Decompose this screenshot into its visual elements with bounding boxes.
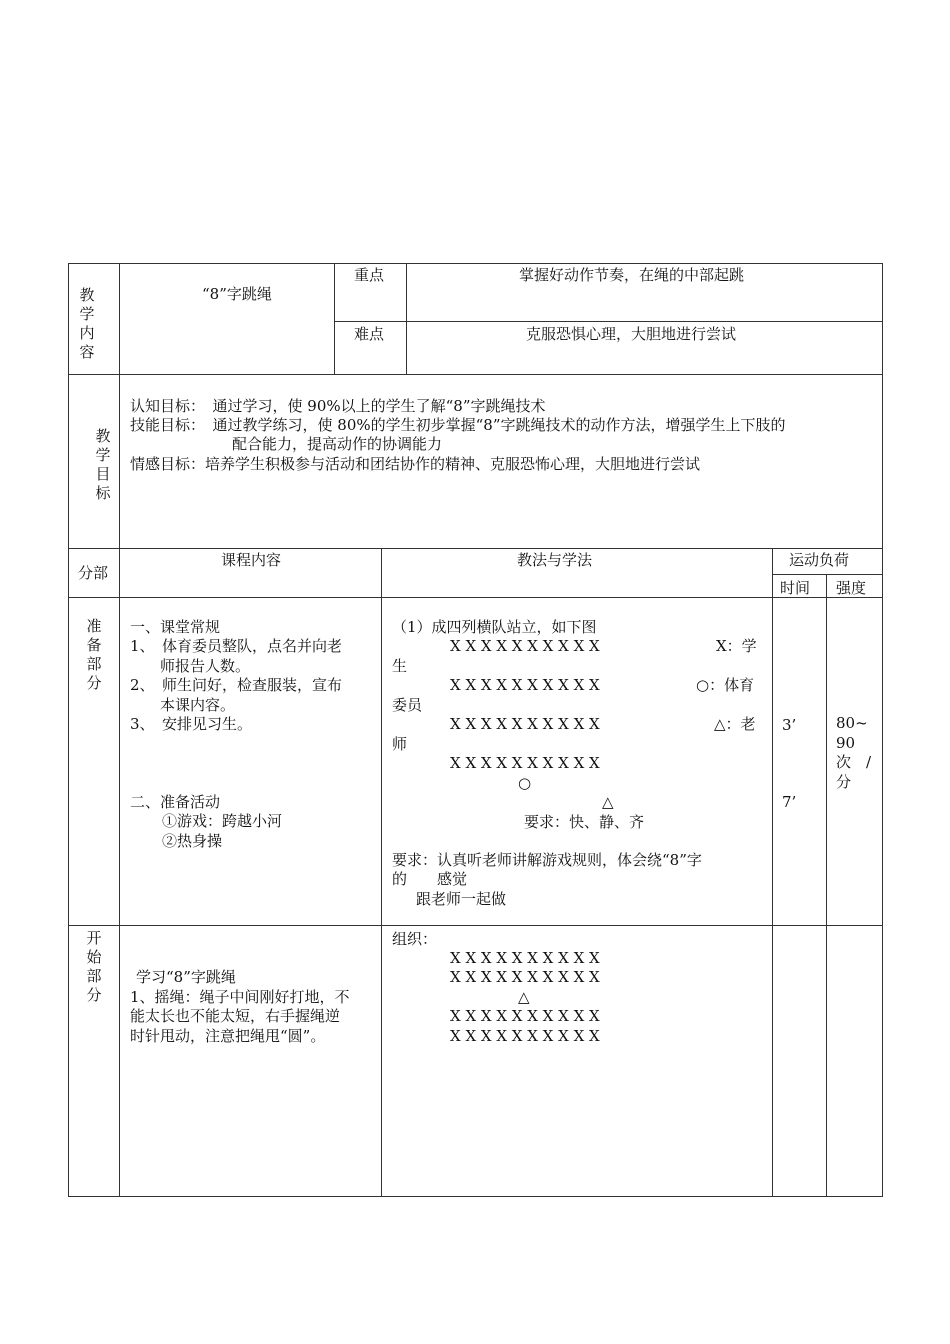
grid-h-block2 xyxy=(68,548,883,549)
prep-content-line: 本课内容。 xyxy=(130,696,236,714)
formation-row: X X X X X X X X X X xyxy=(450,754,600,772)
topic-title: “8”字跳绳 xyxy=(202,285,272,303)
col-section: 分部 xyxy=(78,564,109,582)
prep-intensity: 80~ xyxy=(836,714,868,732)
table-left-border xyxy=(68,263,69,1197)
start-content-line: 1、摇绳：绳子中间刚好打地，不 xyxy=(130,988,350,1006)
goal-cognitive: 认知目标： 通过学习，使 90%以上的学生了解“8”字跳绳技术 xyxy=(130,397,546,415)
start-content-line: 时针甩动，注意把绳甩“圆”。 xyxy=(130,1027,326,1045)
prep-content-line: 一、课堂常规 xyxy=(130,618,221,636)
prep-time-2: 7’ xyxy=(782,793,797,811)
prep-requirement: 要求：快、静、齐 xyxy=(524,813,645,831)
grid-v-time xyxy=(826,574,827,1197)
formation-row: X X X X X X X X X X xyxy=(450,968,600,986)
difficulty-label: 难点 xyxy=(354,325,385,343)
goal-skill-line2: 配合能力，提高动作的协调能力 xyxy=(232,435,443,453)
table-bottom-border xyxy=(68,1196,883,1197)
grid-v-topic xyxy=(334,263,335,374)
goal-affective: 情感目标：培养学生积极参与活动和团结协作的精神、克服恐怖心理，大胆地进行尝试 xyxy=(130,455,701,473)
grid-v-method xyxy=(772,548,773,1197)
key-point-text: 掌握好动作节奏，在绳的中部起跳 xyxy=(519,266,745,284)
start-label: 开始部分 xyxy=(86,929,102,1004)
difficulty-text: 克服恐惧心理，大胆地进行尝试 xyxy=(526,325,737,343)
goals-label: 教学目标 xyxy=(95,427,111,502)
grid-h-block1 xyxy=(68,374,883,375)
content-label: 教学内容 xyxy=(79,286,95,361)
prep-time-1: 3’ xyxy=(782,716,797,734)
start-content-line: 能太长也不能太短，右手握绳逆 xyxy=(130,1007,341,1025)
prep-requirement-2: 要求：认真听老师讲解游戏规则，体会绕“8”字 xyxy=(392,851,702,869)
formation-row: X X X X X X X X X X xyxy=(450,676,600,694)
col-time: 时间 xyxy=(780,579,811,597)
grid-h-header xyxy=(68,597,883,598)
formation-row: X X X X X X X X X X xyxy=(450,1007,600,1025)
prep-content-line: 3、 安排见习生。 xyxy=(130,715,253,733)
col-load: 运动负荷 xyxy=(789,551,850,569)
prep-content-line: 二、准备活动 xyxy=(130,793,221,811)
table-right-border xyxy=(882,263,883,1197)
teacher-marker: △ xyxy=(518,988,530,1006)
monitor-marker: ○ xyxy=(518,774,532,792)
col-content: 课程内容 xyxy=(221,551,282,569)
start-content-line: 学习“8”字跳绳 xyxy=(136,968,236,986)
legend-teacher: △：老 xyxy=(714,715,756,733)
formation-row: X X X X X X X X X X xyxy=(450,637,600,655)
prep-requirement-3: 跟老师一起做 xyxy=(416,890,507,908)
legend-monitor-cont: 委员 xyxy=(392,696,423,714)
prep-content-line: 2、 师生问好，检查服装，宣布 xyxy=(130,676,343,694)
teacher-marker: △ xyxy=(602,793,614,811)
formation-row: X X X X X X X X X X xyxy=(450,715,600,733)
key-point-label: 重点 xyxy=(354,266,385,284)
prep-content-line: ②热身操 xyxy=(162,832,223,850)
prep-intensity: 分 xyxy=(836,773,852,791)
legend-student-cont: 生 xyxy=(392,657,408,675)
goal-skill-line1: 技能目标： 通过教学练习，使 80%的学生初步掌握“8”字跳绳技术的动作方法，增强学生上下肢的 xyxy=(130,416,786,434)
prep-method-intro: （1）成四列横队站立，如下图 xyxy=(392,618,597,636)
grid-v-keylabel xyxy=(406,263,407,374)
grid-h-prep xyxy=(68,925,883,926)
table-top-border xyxy=(68,263,883,264)
prep-requirement-2-cont: 的 感觉 xyxy=(392,870,468,888)
formation-row: X X X X X X X X X X xyxy=(450,1027,600,1045)
prep-content-line: ①游戏：跨越小河 xyxy=(162,812,283,830)
prep-content-line: 师报告人数。 xyxy=(130,657,251,675)
grid-h-load xyxy=(772,574,883,575)
prep-intensity: 次 / xyxy=(836,753,872,771)
col-method: 教法与学法 xyxy=(517,551,593,569)
legend-monitor: ○：体育 xyxy=(696,676,755,694)
formation-row: X X X X X X X X X X xyxy=(450,949,600,967)
grid-v-content xyxy=(381,548,382,1197)
prep-label: 准备部分 xyxy=(86,617,102,692)
start-method-intro: 组织： xyxy=(392,930,438,948)
prep-intensity: 90 xyxy=(836,734,856,752)
legend-student: X：学 xyxy=(716,637,757,655)
grid-h-key xyxy=(334,321,883,322)
col-intensity: 强度 xyxy=(836,579,867,597)
grid-v-label xyxy=(119,263,120,1197)
legend-teacher-cont: 师 xyxy=(392,735,408,753)
prep-content-line: 1、 体育委员整队，点名并向老 xyxy=(130,637,343,655)
